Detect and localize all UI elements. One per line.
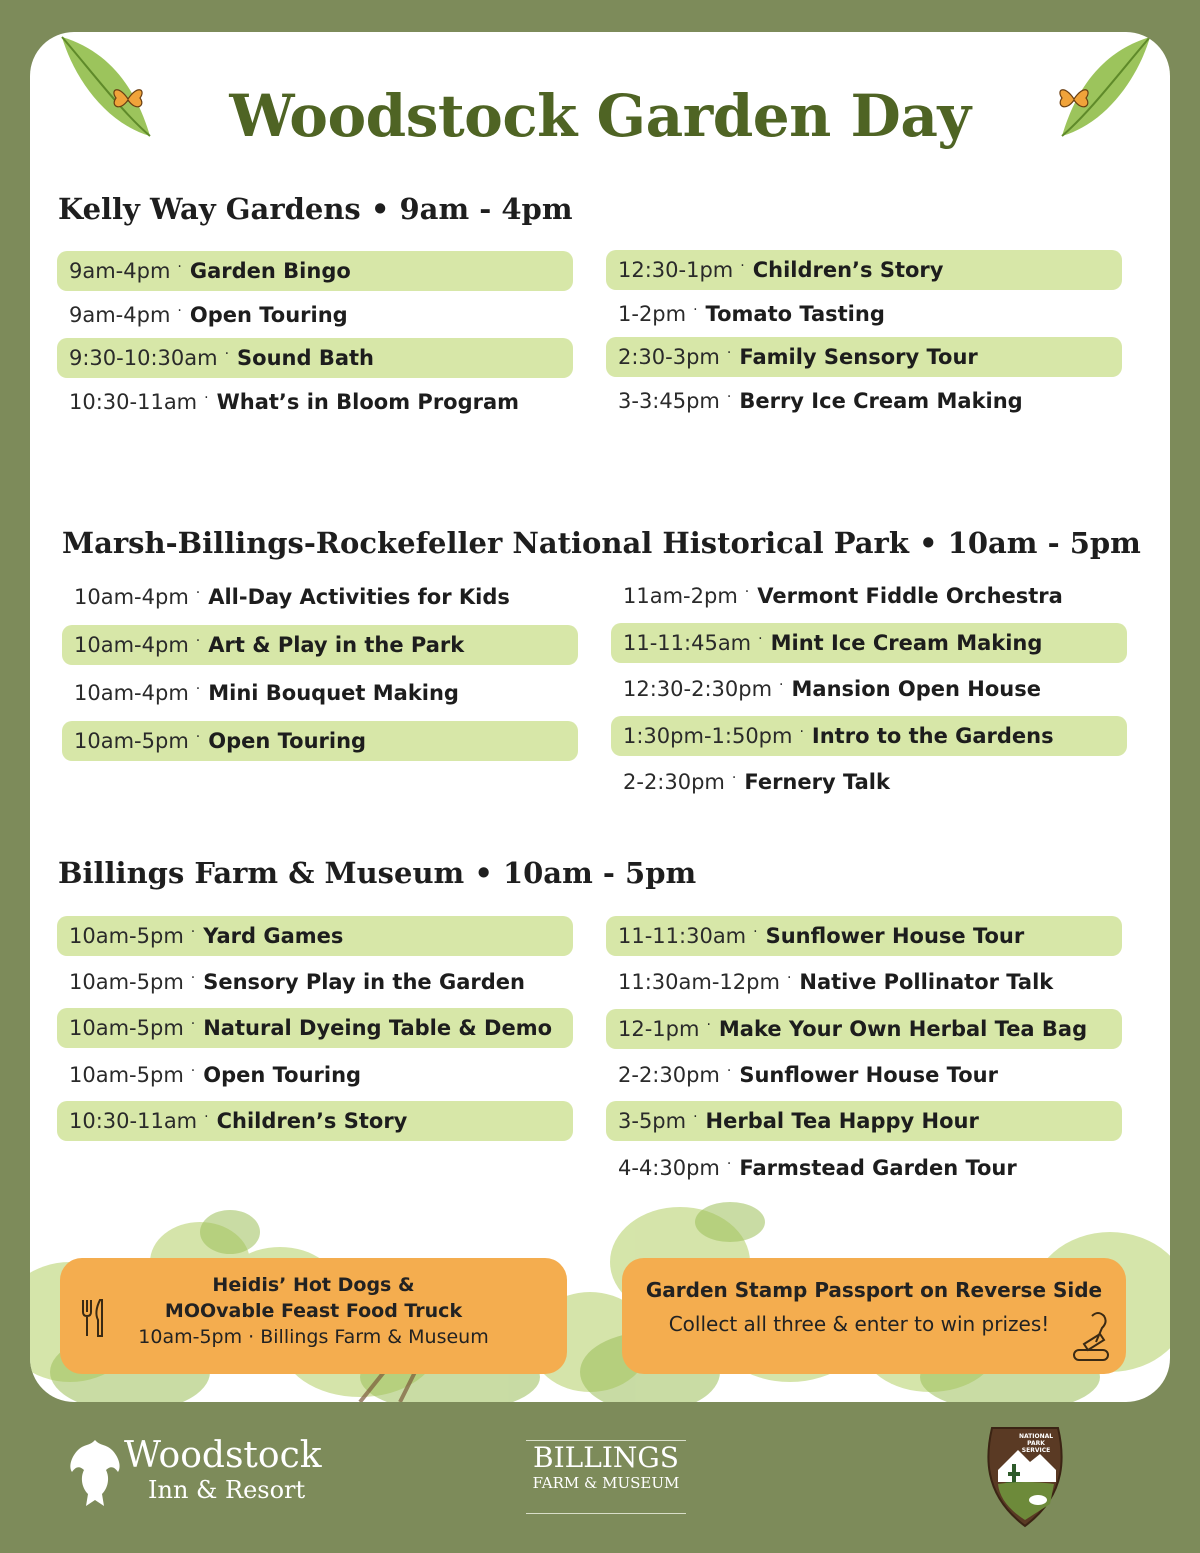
- separator-dot: ·: [726, 1155, 732, 1172]
- event-time: 10am-5pm: [74, 729, 189, 753]
- event-name: Make Your Own Herbal Tea Bag: [718, 1016, 1088, 1041]
- event-time: 1:30pm-1:50pm: [623, 723, 793, 748]
- schedule-row: [57, 1055, 573, 1095]
- schedule-row: [611, 576, 1127, 616]
- event-name: Open Touring: [208, 729, 367, 753]
- event-name: Berry Ice Cream Making: [739, 388, 1023, 413]
- separator-dot: ·: [195, 633, 201, 649]
- schedule-row: [606, 250, 1122, 290]
- separator-dot: ·: [177, 302, 182, 319]
- schedule-row: [62, 625, 578, 665]
- schedule-row: [606, 1148, 1122, 1188]
- passport-line-2: Collect all three & enter to win prizes!: [668, 1312, 1050, 1336]
- schedule-row: [606, 1055, 1122, 1095]
- event-time: 3-5pm: [618, 1109, 687, 1134]
- event-time: 10:30-11am: [69, 1108, 198, 1133]
- event-time: 10am-5pm: [69, 970, 184, 995]
- billings-logo-name: BILLINGS: [533, 1441, 679, 1474]
- event-name: Sunflower House Tour: [765, 924, 1025, 948]
- separator-dot: ·: [731, 770, 737, 786]
- schedule-row: [611, 762, 1127, 802]
- passport-line-1: Garden Stamp Passport on Reverse Side: [645, 1278, 1103, 1302]
- event-name: What’s in Bloom Program: [216, 389, 520, 414]
- separator-dot: ·: [744, 584, 750, 600]
- separator-dot: ·: [693, 1109, 698, 1126]
- event-time: 12:30-1pm: [618, 258, 734, 282]
- section-heading-billings-farm: Billings Farm & Museum • 10am - 5pm: [58, 856, 697, 890]
- schedule-row: [57, 1101, 573, 1141]
- schedule-row: [57, 338, 573, 378]
- event-name: Farmstead Garden Tour: [739, 1155, 1017, 1180]
- event-time: 9:30-10:30am: [69, 346, 218, 370]
- separator-dot: ·: [693, 301, 698, 318]
- event-name: Tomato Tasting: [705, 301, 885, 326]
- event-name: Sensory Play in the Garden: [203, 970, 525, 995]
- schedule-row: [606, 337, 1122, 377]
- event-time: 11-11:45am: [623, 630, 752, 655]
- event-name: Vermont Fiddle Orchestra: [757, 584, 1063, 608]
- schedule-row: [57, 962, 573, 1002]
- separator-dot: ·: [726, 345, 732, 361]
- separator-dot: ·: [758, 630, 763, 647]
- event-time: 2:30-3pm: [618, 345, 720, 369]
- separator-dot: ·: [726, 1062, 732, 1079]
- schedule-row: [62, 673, 578, 713]
- event-time: 12:30-2:30pm: [623, 677, 773, 701]
- event-name: Garden Bingo: [189, 259, 351, 283]
- event-time: 12-1pm: [618, 1016, 700, 1041]
- event-name: Open Touring: [189, 302, 348, 327]
- event-name: Fernery Talk: [744, 770, 890, 794]
- separator-dot: ·: [786, 970, 792, 987]
- event-time: 10am-5pm: [69, 924, 184, 948]
- event-time: 2-2:30pm: [623, 770, 725, 794]
- event-time: 10am-5pm: [69, 1016, 184, 1041]
- event-time: 9am-4pm: [69, 302, 171, 327]
- schedule-row: [57, 1008, 573, 1048]
- event-name: Family Sensory Tour: [739, 345, 978, 369]
- food-truck-callout: [60, 1258, 567, 1374]
- schedule-row: [606, 1101, 1122, 1141]
- section-heading-kelly-way: Kelly Way Gardens • 9am - 4pm: [58, 192, 573, 226]
- food-line-1: Heidis’ Hot Dogs &: [212, 1274, 415, 1296]
- billings-logo-sub: FARM & MUSEUM: [532, 1473, 680, 1492]
- separator-dot: ·: [779, 677, 784, 693]
- nps-logo-text: NATIONAL PARK SERVICE: [1018, 1433, 1054, 1454]
- event-time: 10:30-11am: [69, 389, 198, 414]
- food-line-3: 10am-5pm · Billings Farm & Museum: [138, 1326, 489, 1348]
- event-time: 10am-5pm: [69, 1062, 184, 1087]
- event-time: 1-2pm: [618, 301, 687, 326]
- event-time: 11:30am-12pm: [618, 970, 780, 995]
- event-name: Intro to the Gardens: [811, 723, 1054, 748]
- separator-dot: ·: [177, 259, 182, 275]
- schedule-row: [606, 1009, 1122, 1049]
- schedule-row: [57, 916, 573, 956]
- event-time: 10am-4pm: [74, 681, 189, 705]
- event-name: Natural Dyeing Table & Demo: [203, 1016, 553, 1041]
- event-name: Mint Ice Cream Making: [770, 630, 1043, 655]
- separator-dot: ·: [195, 729, 201, 745]
- event-name: Yard Games: [203, 924, 344, 948]
- event-time: 9am-4pm: [69, 259, 171, 283]
- nps-arrowhead-logo: [984, 1424, 1066, 1528]
- woodstock-inn-logo: [66, 1436, 366, 1516]
- schedule-row: [606, 381, 1122, 421]
- fork-knife-icon: [80, 1298, 106, 1338]
- event-time: 4-4:30pm: [618, 1155, 720, 1180]
- separator-dot: ·: [204, 1108, 209, 1125]
- schedule-row: [57, 295, 573, 335]
- event-time: 2-2:30pm: [618, 1062, 720, 1087]
- passport-callout: [622, 1258, 1126, 1374]
- separator-dot: ·: [706, 1016, 711, 1033]
- event-name: All-Day Activities for Kids: [208, 585, 510, 609]
- separator-dot: ·: [190, 1016, 196, 1033]
- event-time: 11-11:30am: [618, 924, 747, 948]
- schedule-row: [611, 623, 1127, 663]
- event-name: Mansion Open House: [791, 677, 1041, 701]
- event-time: 11am-2pm: [623, 584, 738, 608]
- food-line-2: MOOvable Feast Food Truck: [164, 1300, 463, 1322]
- event-name: Native Pollinator Talk: [799, 970, 1054, 995]
- event-time: 10am-4pm: [74, 585, 189, 609]
- section-heading-marsh-billings: Marsh-Billings-Rockefeller National Historical Park • 10am - 5pm: [62, 526, 1141, 560]
- event-name: Herbal Tea Happy Hour: [705, 1109, 979, 1134]
- stamp-icon: [1070, 1310, 1116, 1362]
- billings-farm-logo: [526, 1440, 686, 1514]
- event-name: Mini Bouquet Making: [208, 681, 459, 705]
- schedule-row: [611, 716, 1127, 756]
- schedule-row: [57, 251, 573, 291]
- schedule-row: [62, 577, 578, 617]
- separator-dot: ·: [204, 389, 209, 406]
- page-title: Woodstock Garden Day: [229, 82, 971, 150]
- separator-dot: ·: [190, 1062, 196, 1079]
- separator-dot: ·: [195, 681, 201, 697]
- separator-dot: ·: [753, 924, 758, 940]
- separator-dot: ·: [224, 346, 230, 362]
- schedule-row: [611, 669, 1127, 709]
- eagle-icon: [66, 1436, 124, 1510]
- event-name: Art & Play in the Park: [208, 633, 465, 657]
- schedule-row: [606, 294, 1122, 334]
- woodstock-logo-name: Woodstock: [124, 1435, 322, 1476]
- separator-dot: ·: [740, 258, 745, 274]
- schedule-row: [606, 962, 1122, 1002]
- separator-dot: ·: [195, 585, 201, 601]
- event-time: 10am-4pm: [74, 633, 189, 657]
- schedule-row: [57, 382, 573, 422]
- separator-dot: ·: [799, 723, 804, 740]
- schedule-row: [62, 721, 578, 761]
- event-time: 3-3:45pm: [618, 388, 720, 413]
- woodstock-logo-sub: Inn & Resort: [148, 1476, 306, 1504]
- separator-dot: ·: [190, 924, 196, 940]
- separator-dot: ·: [726, 388, 732, 405]
- event-name: Open Touring: [203, 1062, 362, 1087]
- schedule-row: [606, 916, 1122, 956]
- event-name: Children’s Story: [752, 258, 944, 282]
- separator-dot: ·: [190, 970, 196, 987]
- event-name: Sunflower House Tour: [739, 1062, 998, 1087]
- event-name: Children’s Story: [216, 1108, 408, 1133]
- event-name: Sound Bath: [237, 346, 375, 370]
